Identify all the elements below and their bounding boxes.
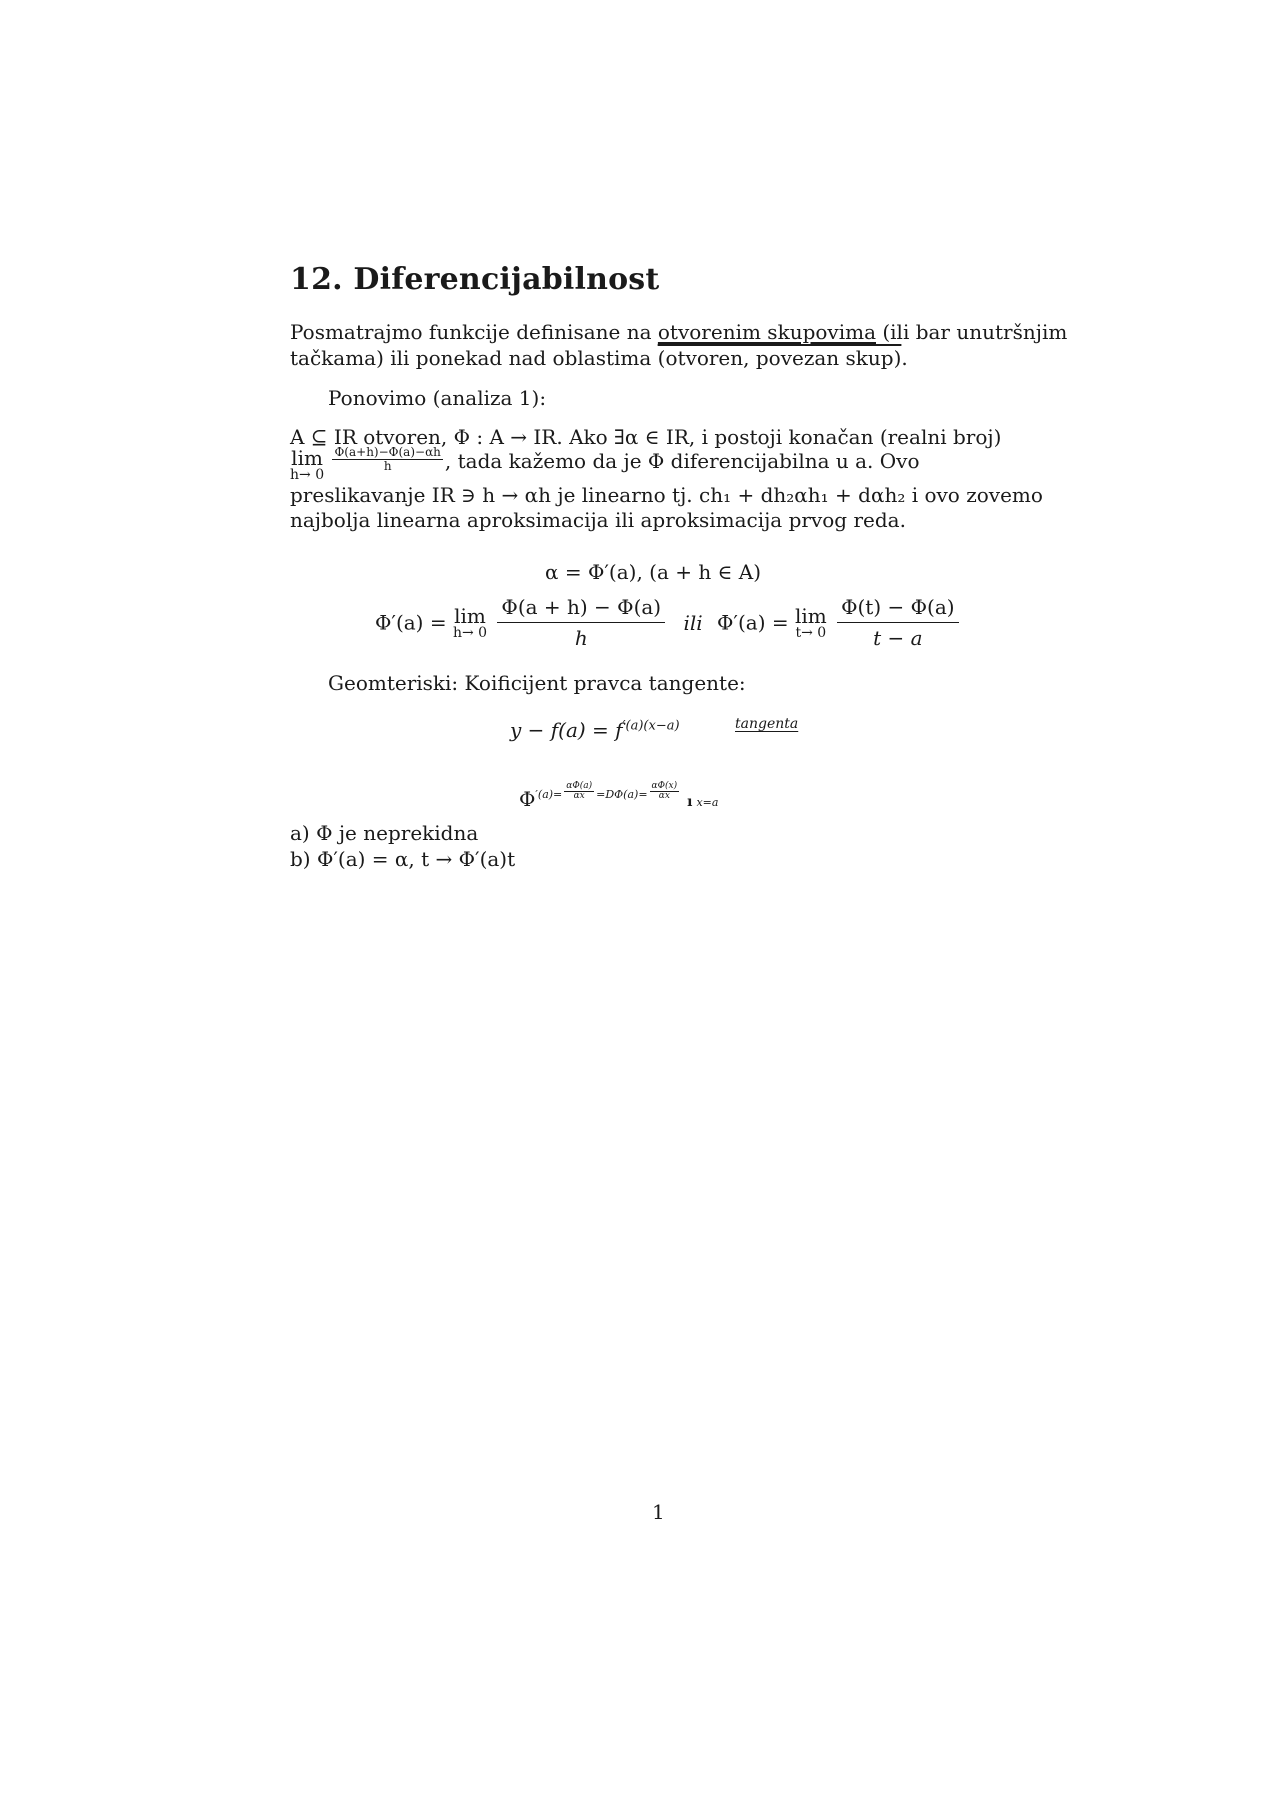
evaluation-bar: ı	[687, 794, 693, 810]
limit-operator	[452, 603, 488, 641]
phi-fraction	[564, 782, 594, 801]
phi-superscript: =DΦ(a)=	[596, 788, 648, 801]
fraction-denominator: αx	[573, 791, 585, 801]
overlined-term: (otvoren, povezan skup)	[657, 346, 902, 370]
fraction-numerator: Φ(a+h)−Φ(a)−αh	[334, 445, 441, 459]
tangent-equation	[510, 718, 680, 742]
lim-word: lim	[291, 446, 323, 470]
underlined-term: otvorenim skupovima	[657, 320, 876, 344]
intro-text: (ili bar unutršnjim	[876, 320, 1068, 344]
phi-fraction	[650, 782, 680, 801]
recap-label: Ponovimo (analiza 1):	[328, 386, 547, 410]
alpha-equation: α = Φ′(a), (a + h ∈ A)	[545, 560, 762, 584]
difference-quotient	[837, 595, 958, 650]
intro-text: .	[901, 346, 908, 370]
fraction-denominator: h	[574, 626, 588, 650]
limit-operator	[290, 448, 324, 482]
intro-line-1	[290, 319, 1067, 345]
property-b: b) Φ′(a) = α, t → Φ′(a)t	[290, 847, 516, 871]
intro-text: tačkama) ili ponekad nad oblastima	[290, 346, 658, 370]
inline-fraction	[332, 446, 442, 473]
tangent-label-text: tangenta	[735, 716, 799, 732]
lim-subscript: h→ 0	[290, 467, 325, 483]
lim-subscript: t→ 0	[795, 624, 827, 641]
tangent-superscript: ′(a)(x−a)	[622, 718, 680, 734]
lim-word: lim	[794, 603, 827, 628]
definition-line-2	[290, 445, 920, 483]
definition-line-4: najbolja linearna aproksimacija ili aproksimacija prvog reda.	[290, 508, 906, 532]
geometry-label: Geomteriski: Koificijent pravca tangente:	[328, 671, 746, 695]
difference-quotient	[497, 595, 665, 650]
intro-text: Posmatrajmo funkcije definisane na	[290, 320, 658, 344]
fraction-denominator: h	[383, 459, 392, 473]
phi-superscript: ′(a)=	[535, 788, 563, 801]
definition-line-3: preslikavanje IR ∋ h → αh je linearno tj. ch₁ + dh₂αh₁ + dαh₂ i ovo zovemo	[290, 483, 1043, 507]
fraction-numerator: Φ(a + h) − Φ(a)	[497, 595, 665, 623]
definition-text: , tada kažemo da je Φ diferencijabilna u a. Ovo	[444, 449, 920, 473]
fraction-denominator: αx	[658, 791, 670, 801]
fraction-numerator: αΦ(x)	[651, 781, 678, 791]
derivative-lhs: Φ′(a) =	[717, 610, 795, 635]
ili-word: ili	[683, 610, 703, 635]
fraction-numerator: αΦ(a)	[566, 781, 593, 791]
tangent-lhs: y − f(a) = f	[510, 718, 623, 742]
limit-operator	[794, 603, 827, 641]
section-title: 12. Diferencijabilnost	[290, 262, 660, 297]
page-number: 1	[652, 1500, 665, 1524]
intro-line-2	[290, 345, 908, 371]
phi-symbol: Φ	[519, 787, 536, 811]
tangent-label	[735, 716, 798, 732]
derivative-definition	[375, 595, 963, 650]
property-a: a) Φ je neprekidna	[290, 821, 479, 845]
lim-word: lim	[454, 603, 486, 628]
fraction-denominator: t − a	[873, 626, 923, 650]
fraction-numerator: Φ(t) − Φ(a)	[837, 595, 958, 623]
phi-derivative-notation	[519, 782, 718, 811]
definition-line-1: A ⊆ IR otvoren, Φ : A → IR. Ako ∃α ∈ IR, i postoji konačan (realni broj)	[290, 425, 1002, 449]
lim-subscript: h→ 0	[452, 624, 488, 641]
evaluation-subscript: x=a	[696, 796, 719, 809]
derivative-lhs: Φ′(a) =	[375, 610, 453, 635]
